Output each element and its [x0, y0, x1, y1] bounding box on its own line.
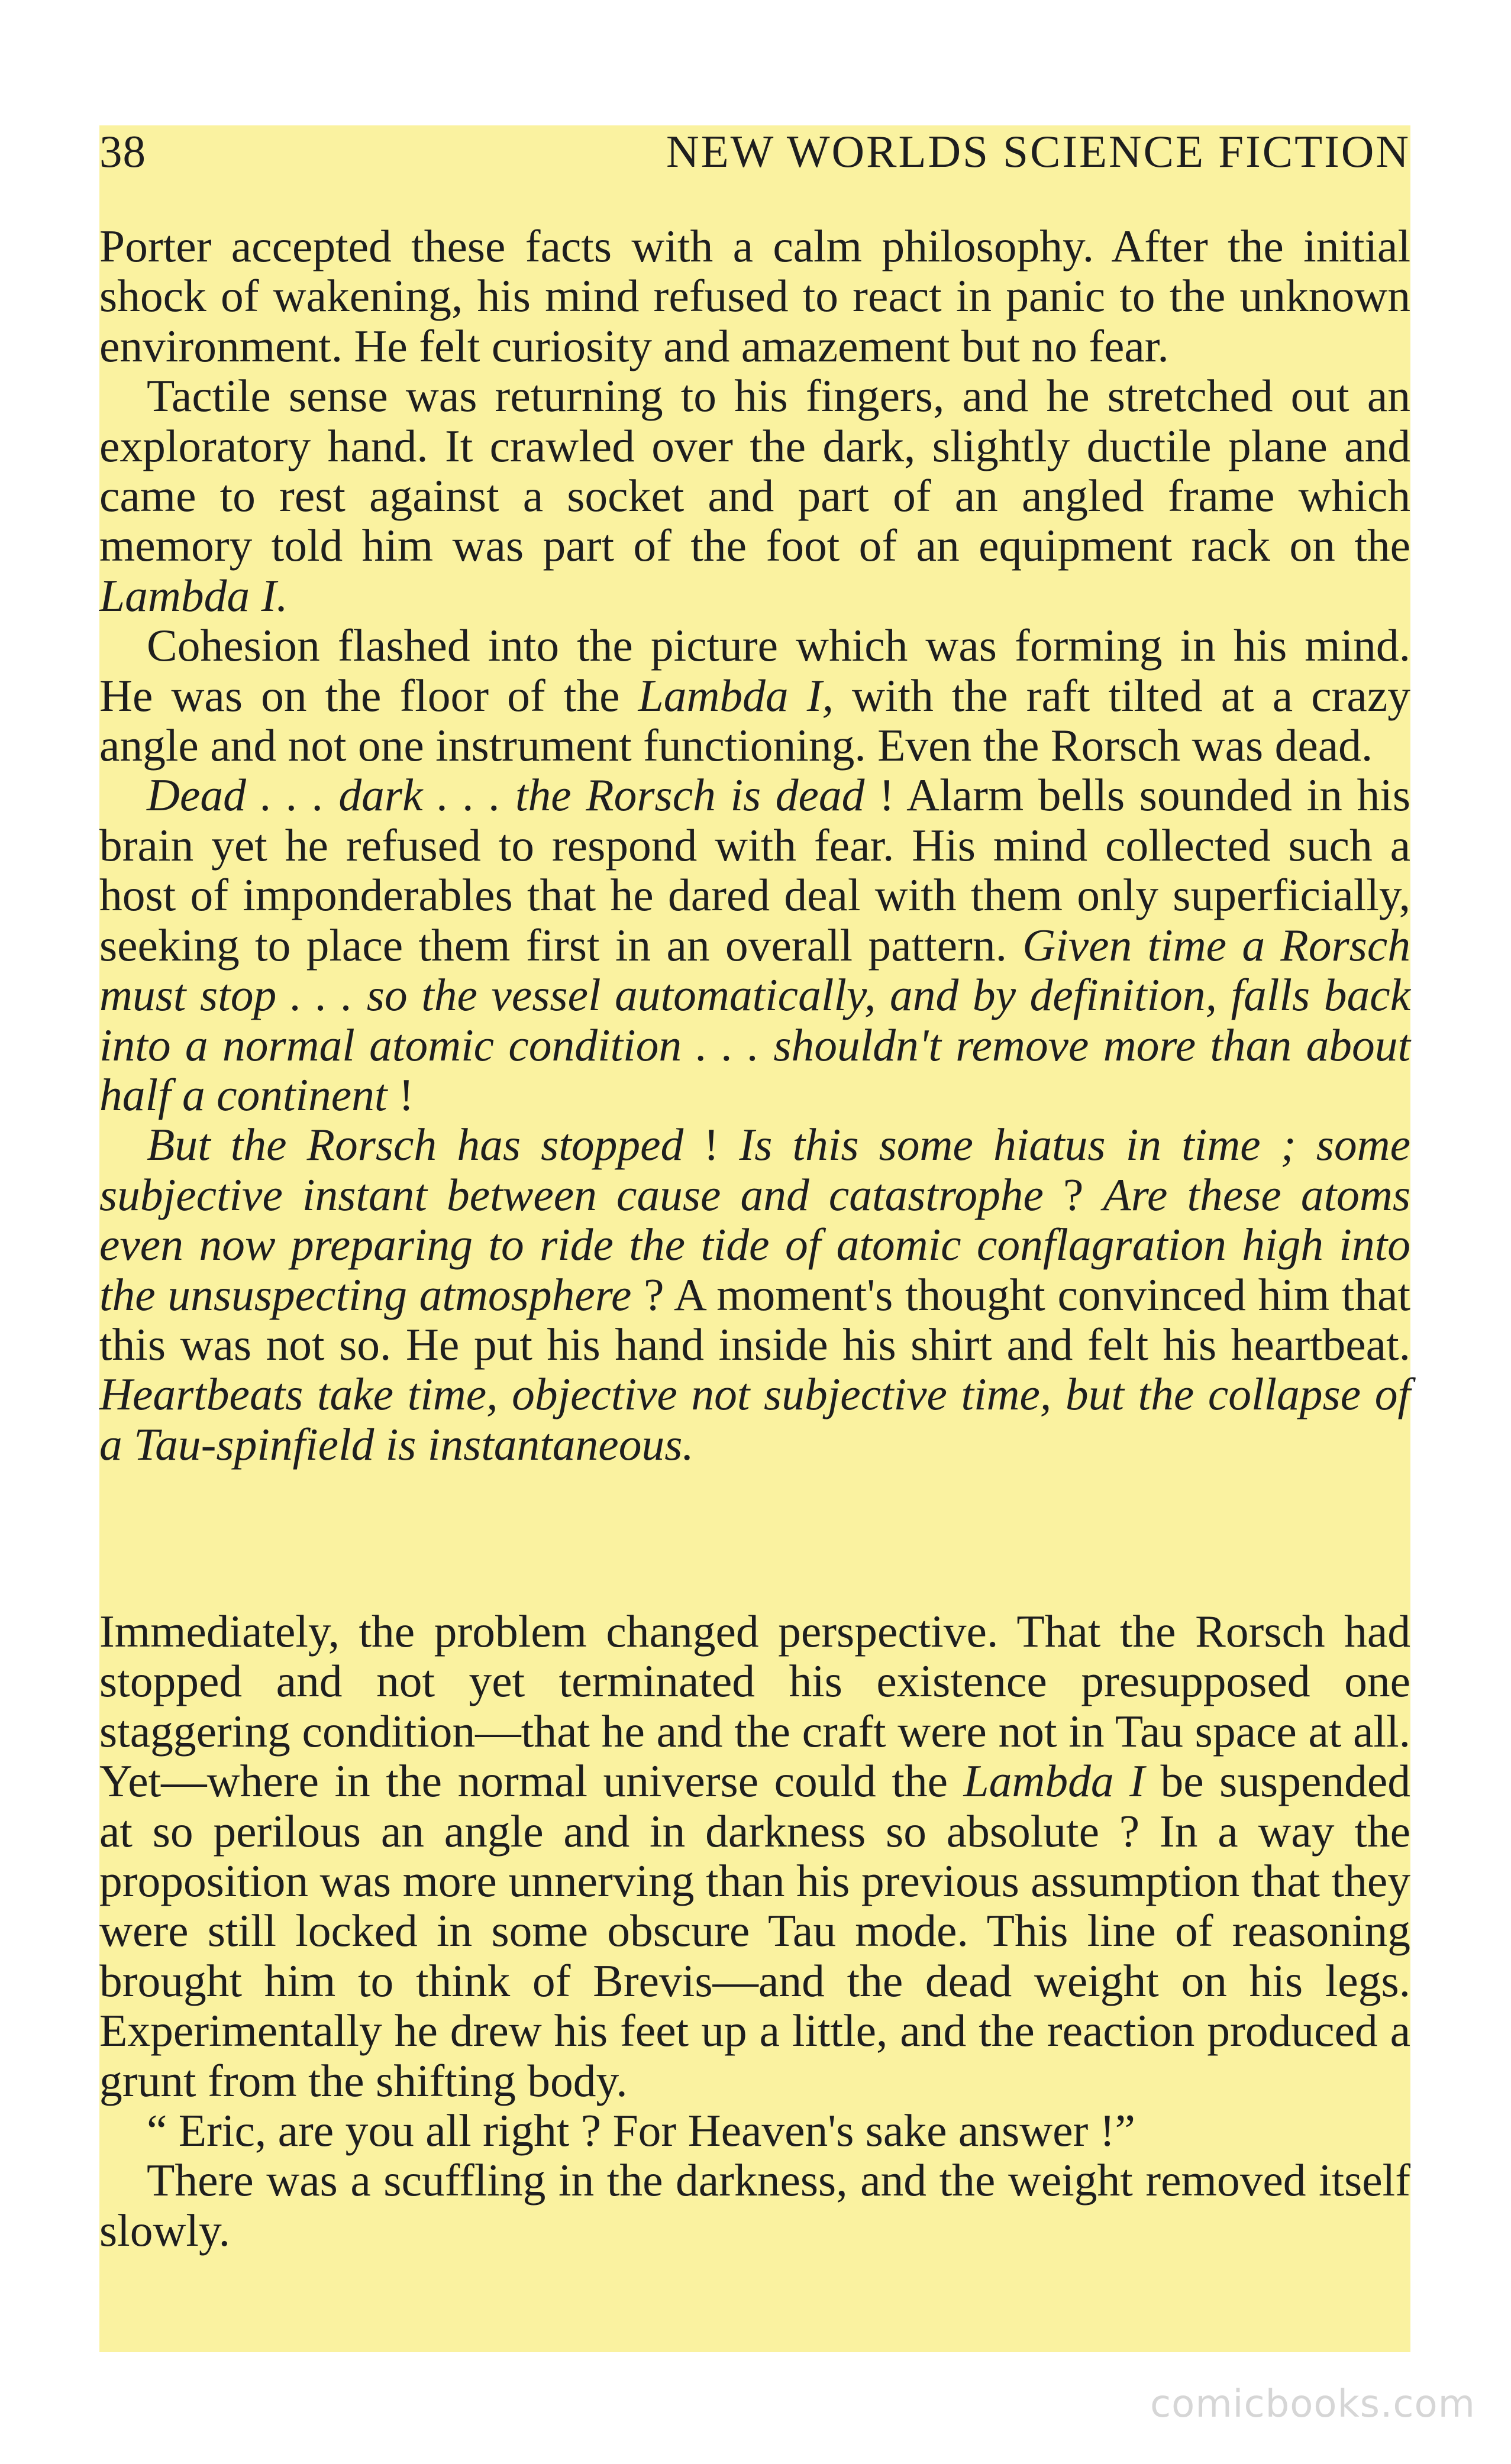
- paragraph-4: Dead . . . dark . . . the Rorsch is dead ! Alarm bells sounded in his brain yet he refused to respond with fear. His mind collected such a host of imponderables that he dared deal with them only superficially, seeking to place them first in an overall pattern. Given time a Rorsch must stop . . . so the vessel automatically, and by definition, falls back into a normal atomic condition . . . shouldn't remove more than about half a continent !: [99, 769, 1410, 1120]
- paragraph-7: “ Eric, are you all right ? For Heaven's sake answer !”: [147, 2105, 1135, 2156]
- paragraph-6: Immediately, the problem changed perspective. That the Rorsch had stopped and not yet terminated his existence presupposed one staggering condition—that he and the craft were not in Tau space at all. Yet—where in the normal universe could the Lambda I be suspended at so perilous an angle and in darkness so absolute ? In a way the proposition was more unnerving than his previous assumption that they were still locked in some obscure Tau mode. This line of reasoning brought him to think of Brevis—and the dead weight on his legs. Experimentally he drew his feet up a little, and the reaction produced a grunt from the shifting body.: [99, 1606, 1410, 2106]
- paragraph-2: Tactile sense was returning to his fingers, and he stretched out an exploratory hand. It crawled over the dark, slightly ductile plane and came to rest against a socket and part of an angled frame which memory told him was part of the foot of an equipment rack on the Lambda I.: [99, 370, 1410, 621]
- watermark: comicbooks.com: [1150, 2382, 1476, 2426]
- page-number: 38: [99, 126, 146, 177]
- paragraph-1: Porter accepted these facts with a calm philosophy. After the initial shock of wakening, his mind refused to react in panic to the unknown environment. He felt curiosity and amazement but no fear.: [99, 221, 1410, 371]
- journal-title: NEW WORLDS SCIENCE FICTION: [666, 126, 1410, 177]
- paragraph-5: But the Rorsch has stopped ! Is this some hiatus in time ; some subjective instant between cause and catastrophe ? Are these atoms even now preparing to ride the tide of atomic conflagration high into the unsuspecting atmosphere ? A moment's thought convinced him that this was not so. He put his hand inside his shirt and felt his heartbeat. Heartbeats take time, objective not subjective time, but the collapse of a Tau-spinfield is instantaneous.: [99, 1119, 1411, 1470]
- paragraph-3: Cohesion flashed into the picture which was forming in his mind. He was on the floor of the Lambda I, with the raft tilted at a crazy angle and not one instrument functioning. Even the Rorsch was dead.: [99, 620, 1410, 771]
- paragraph-8: There was a scuffling in the darkness, and the weight removed itself slowly.: [99, 2155, 1410, 2256]
- body-section-1: [99, 221, 1410, 1469]
- running-head: [99, 118, 1410, 183]
- body-section-2: [99, 1606, 1410, 2255]
